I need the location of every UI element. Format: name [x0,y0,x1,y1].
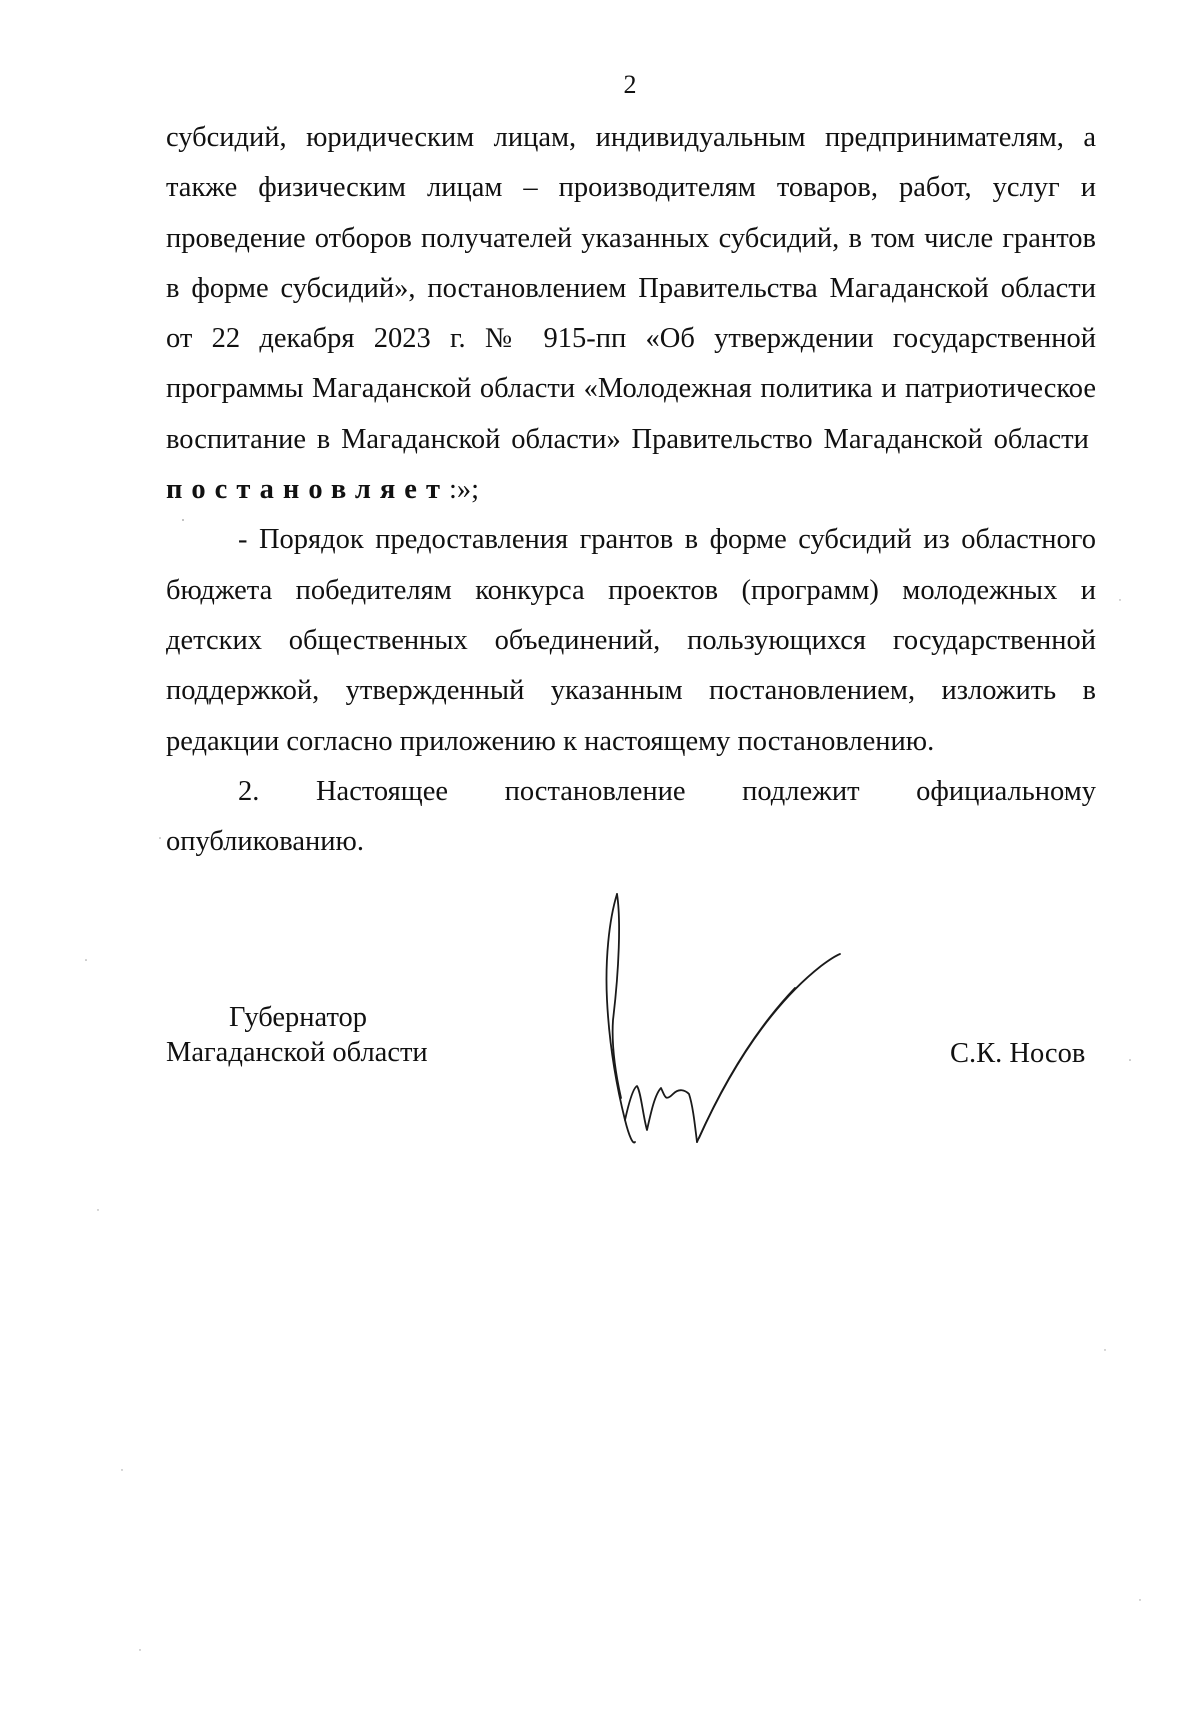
page-number: 2 [623,70,637,99]
preamble-end: :»; [448,474,480,506]
governor-name: С.К. Носов [950,1038,1086,1069]
paragraph-publication: 2. Настоящее постановление подлежит официальному опубликованию. [166,775,1096,858]
emphasis-decides: постановляет [166,474,449,506]
governor-title-line1: Губернатор [229,1002,368,1033]
preamble-text: субсидий, юридическим лицам, индивидуальным предпринимателям, а также физическим лицам – производителям товаров, работ, услуг и проведение отборов получателей указанных субсидий, в том числе грантов в форме субсидий», постановлением Правительства Магаданской области от 22 декабря 2023 г. № 915-пп «Об утверждении государственной программы Магаданской области «Молодежная политика и патриотическое воспитание в Магаданской области» Правительство Магаданской области [166,122,1096,455]
governor-title-line2: Магаданской области [166,1037,428,1068]
paragraph-procedure: - Порядок предоставления грантов в форме субсидий из областного бюджета победителям конкурса проектов (программ) молодежных и детских общественных объединений, пользующихся государственной поддержкой, утвержденный указанным постановлением, изложить в редакции согласно приложению к настоящему постановлению. [166,524,1096,757]
